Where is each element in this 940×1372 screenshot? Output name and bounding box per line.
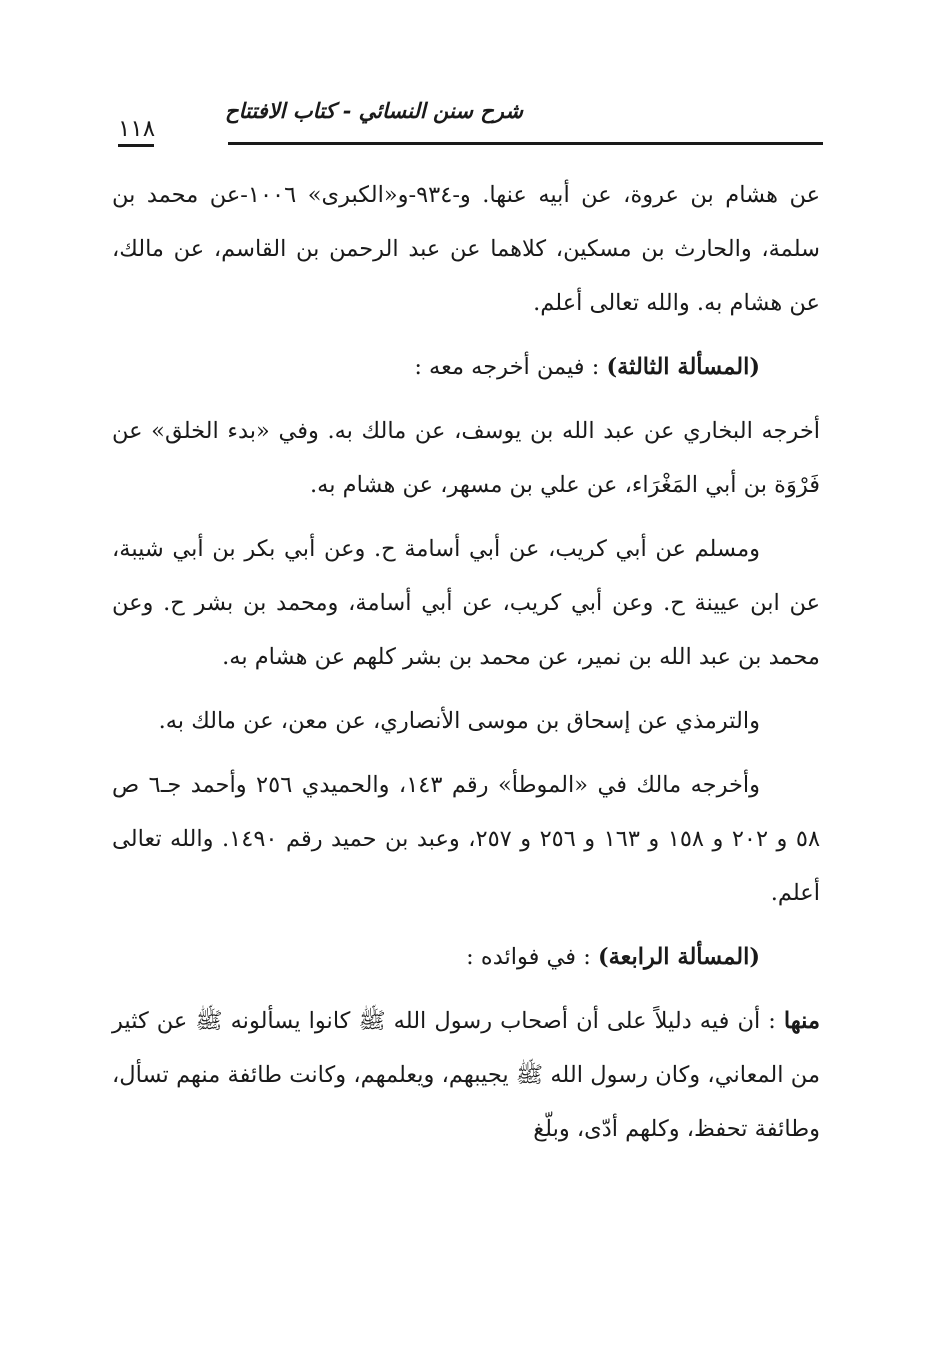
paragraph-5: وأخرجه مالك في «الموطأ» رقم ١٤٣، والحميدي ٢٥٦ وأحمد جـ٦ ص ٥٨ و ٢٠٢ و ١٥٨ و ١٦٣ و ٢٥٦ و ٢٥٧، وعبد بن حميد رقم ١٤٩٠. والله تعالى أعلم. xyxy=(112,772,821,906)
section-heading-4 xyxy=(112,930,820,984)
page-number-rule xyxy=(118,144,154,147)
section-heading-3-text: : فيمن أخرجه معه : xyxy=(414,354,607,380)
body-text xyxy=(112,168,820,1166)
paragraph-1: عن هشام بن عروة، عن أبيه عنها. و-٩٣٤-و«الكبرى» ١٠٠٦-عن محمد بن سلمة، والحارث بن مسكين، كلاهما عن عبد الرحمن بن القاسم، عن مالك، عن هشام به. والله تعالى أعلم. xyxy=(112,182,821,316)
paragraph-2: أخرجه البخاري عن عبد الله بن يوسف، عن مالك به. وفي «بدء الخلق» عن فَرْوَة بن أبي المَغْرَاء، عن علي بن مسهر، عن هشام به. xyxy=(112,418,820,498)
page-number: ١١٨ xyxy=(118,116,156,142)
header-rule xyxy=(228,142,823,145)
section-heading-3 xyxy=(112,340,820,394)
paragraph-4: والترمذي عن إسحاق بن موسى الأنصاري، عن معن، عن مالك به. xyxy=(158,708,760,734)
section-heading-4-label: (المسألة الرابعة) xyxy=(597,944,760,970)
paragraph-6 xyxy=(112,994,820,1156)
paragraph-3: ومسلم عن أبي كريب، عن أبي أسامة ح. وعن أبي بكر بن أبي شيبة، عن ابن عيينة ح. وعن أبي كريب، عن أبي أسامة، ومحمد بن بشر ح. وعن محمد بن عبد الله بن نمير، عن محمد بن بشر كلهم عن هشام به. xyxy=(112,536,820,670)
paragraph-6-lead: منها xyxy=(783,1008,820,1034)
page-header xyxy=(118,92,823,154)
section-heading-3-label: (المسألة الثالثة) xyxy=(606,354,760,380)
section-heading-4-text: : في فوائده : xyxy=(466,944,598,970)
running-title: شرح سنن النسائي - كتاب الافتتاح xyxy=(225,98,523,123)
paragraph-6-text: : أن فيه دليلاً على أن أصحاب رسول الله ﷺ كانوا يسألونه ﷺ عن كثير من المعاني، وكان رسول الله ﷺ يجيبهم، ويعلمهم، وكانت طائفة منهم تسأل، وطائفة تحفظ، وكلهم أدّى، وبلّغ xyxy=(112,1008,820,1142)
